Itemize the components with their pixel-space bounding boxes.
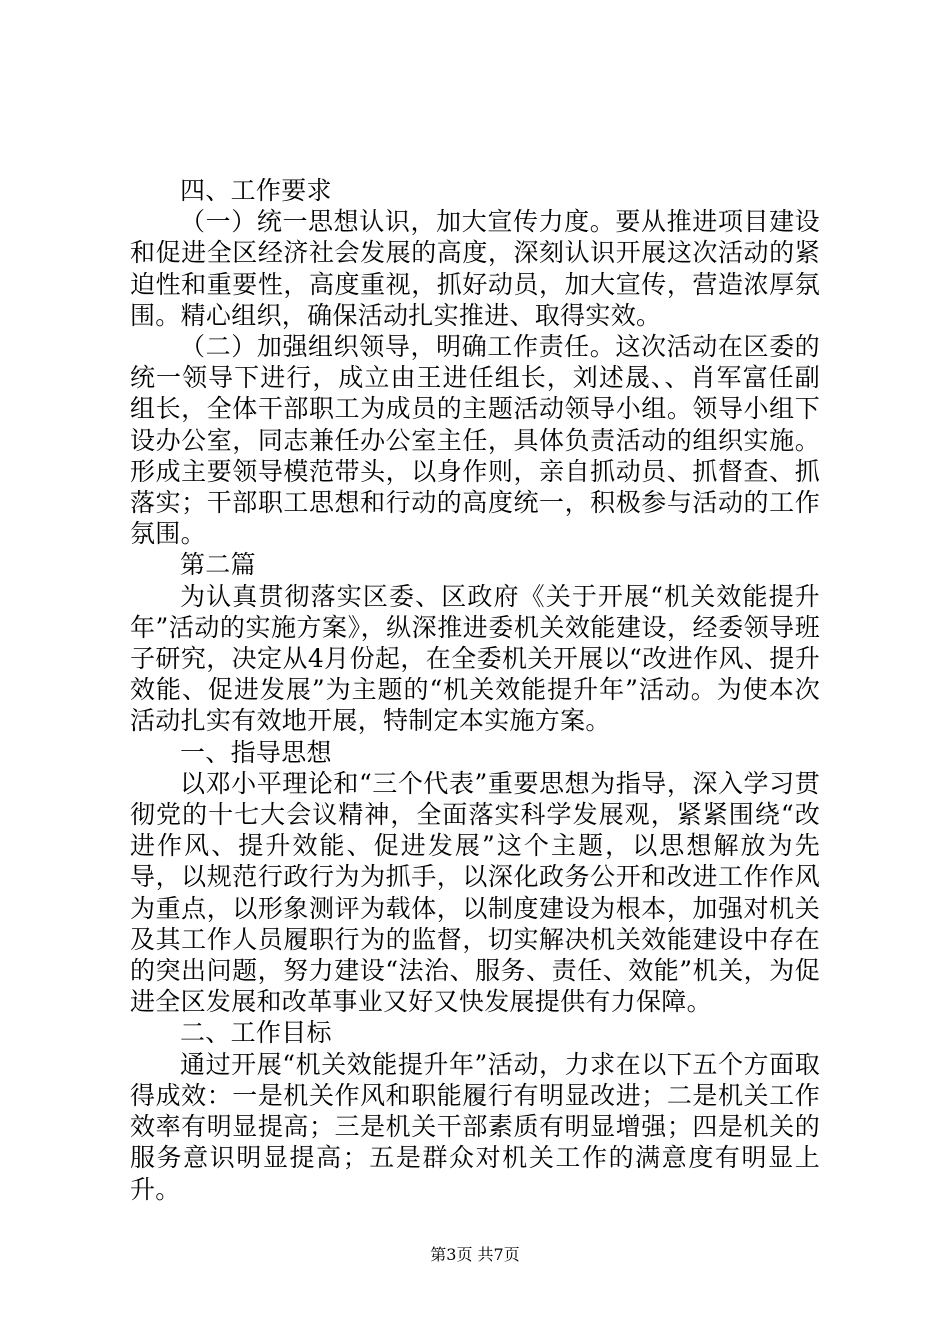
- paragraph-unify-thinking: （一）统一思想认识，加大宣传力度。要从推进项目建设和促进全区经济社会发展的高度，深刻认识开展这次活动的紧迫性和重要性，高度重视，抓好动员，加大宣传，营造浓厚氛围。精心组织，确保活动扎实推进、取得实效。: [130, 207, 820, 330]
- section-heading-work-goals: 二、工作目标: [180, 1018, 332, 1048]
- paragraph-guiding-ideology: 以邓小平理论和“三个代表”重要思想为指导，深入学习贯彻党的十七大会议精神，全面落实科学发展观，紧紧围绕“改进作风、提升效能、促进发展”这个主题，以思想解放为先导，以规范行政行为为抓手，以深化政务公开和改进工作作风为重点，以形象测评为载体，以制度建设为根本，加强对机关及其工作人员履职行为的监督，切实解决机关效能建设中存在的突出问题，努力建设“法治、服务、责任、效能”机关，为促进全区发展和改革事业又好又快发展提供有力保障。: [130, 768, 820, 1017]
- document-body: [130, 175, 820, 1205]
- paragraph-strengthen-leadership: （二）加强组织领导，明确工作责任。这次活动在区委的统一领导下进行，成立由王进任组长，刘述晟、、肖军富任副组长，全体干部职工为成员的主题活动领导小组。领导小组下设办公室，同志兼任办公室主任，具体负责活动的组织实施。形成主要领导模范带头，以身作则，亲自抓动员、抓督查、抓落实；干部职工思想和行动的高度统一，积极参与活动的工作氛围。: [130, 332, 820, 549]
- section-heading-second-part: 第二篇: [180, 550, 256, 580]
- paragraph-work-goals: 通过开展“机关效能提升年”活动，力求在以下五个方面取得成效：一是机关作风和职能履行有明显改进；二是机关工作效率有明显提高；三是机关干部素质有明显增强；四是机关的服务意识明显提高；五是群众对机关工作的满意度有明显上升。: [130, 1049, 820, 1204]
- page-number-footer: 第3页 共7页: [430, 1245, 520, 1264]
- section-heading-work-requirements: 四、工作要求: [180, 176, 332, 205]
- section-heading-guiding-ideology: 一、指导思想: [180, 737, 332, 767]
- paragraph-introduction: 为认真贯彻落实区委、区政府《关于开展“机关效能提升年”活动的实施方案》，纵深推进委机关效能建设，经委领导班子研究，决定从4月份起，在全委机关开展以“改进作风、提升效能、促进发展”为主题的“机关效能提升年”活动。为使本次活动扎实有效地开展，特制定本实施方案。: [130, 581, 820, 736]
